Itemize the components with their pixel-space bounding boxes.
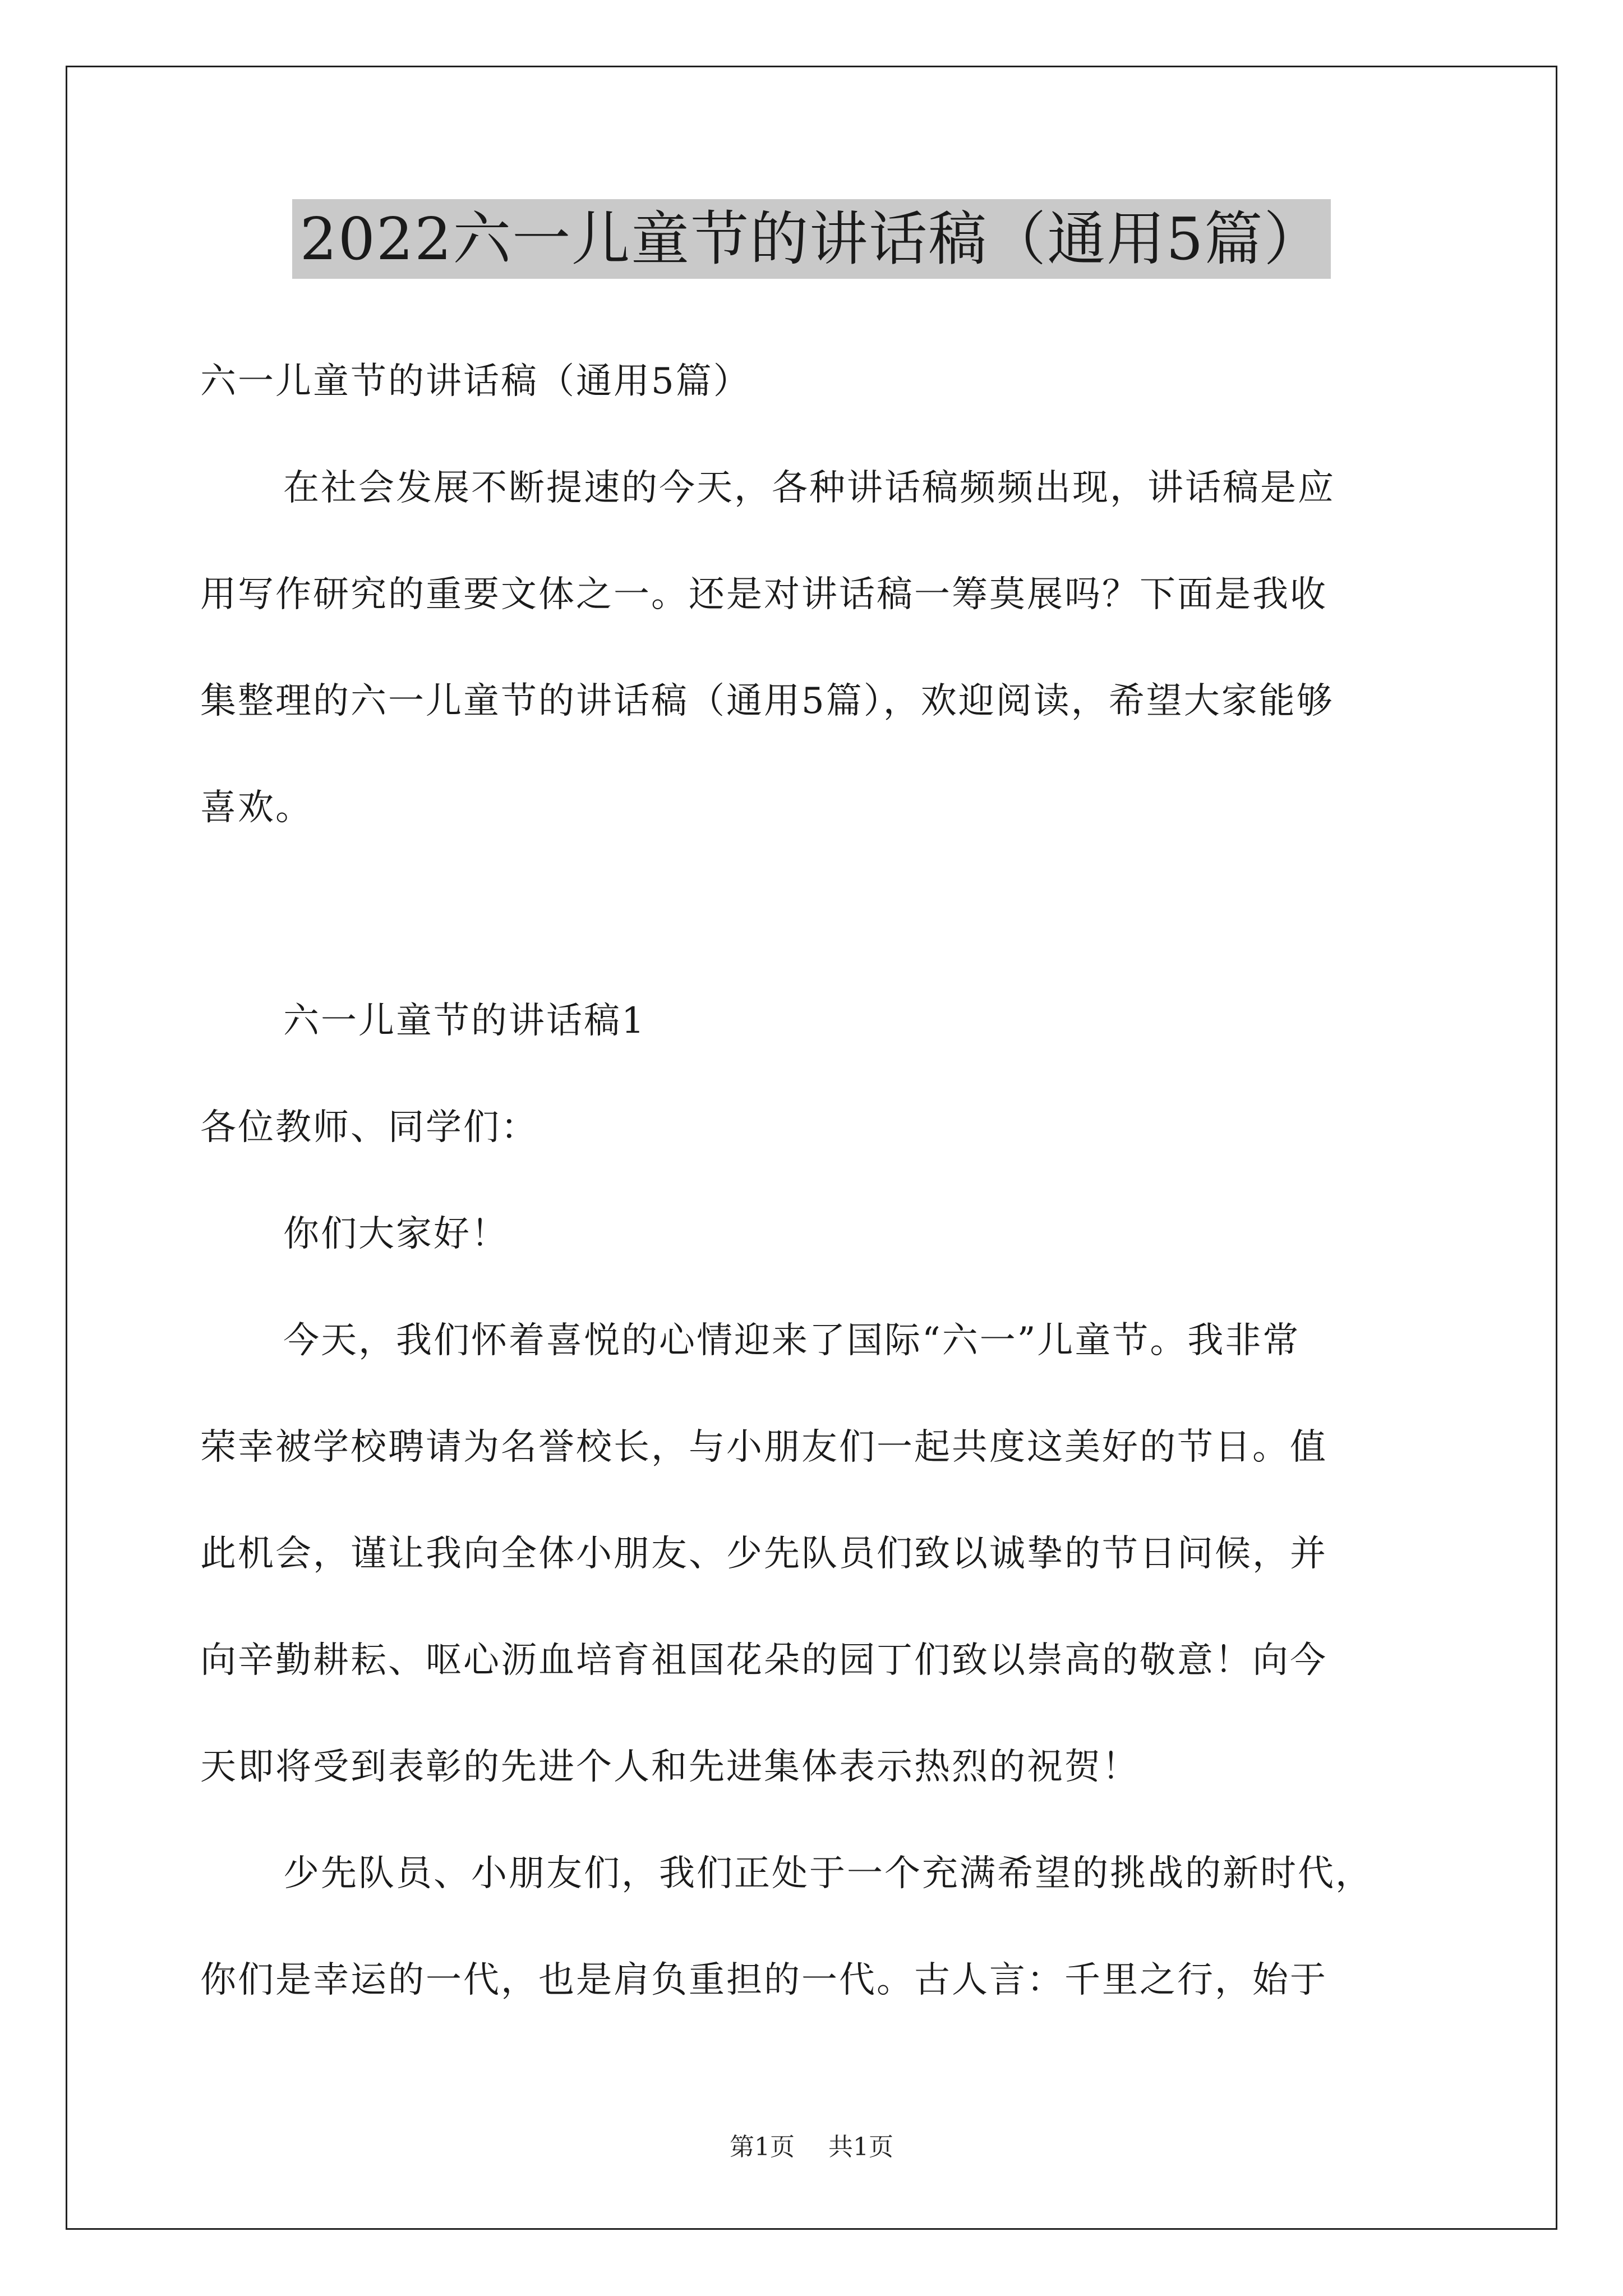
document-title: 2022六一儿童节的讲话稿（通用5篇） (292, 199, 1331, 279)
title-container (0, 199, 1623, 279)
paragraph-line: 向辛勤耕耘、呕心沥血培育祖国花朵的园丁们致以崇高的敬意！向今 (200, 1640, 1327, 1681)
paragraph-line: 此机会，谨让我向全体小朋友、少先队员们致以诚挚的节日问候，并 (200, 1533, 1327, 1575)
paragraph-line: 在社会发展不断提速的今天，各种讲话稿频频出现，讲话稿是应 (283, 467, 1335, 509)
paragraph-line: 你们是幸运的一代，也是肩负重担的一代。古人言：千里之行，始于 (200, 1959, 1327, 2001)
page-footer (0, 2132, 1623, 2163)
paragraph-line: 今天，我们怀着喜悦的心情迎来了国际“六一”儿童节。我非常 (283, 1320, 1301, 1361)
paragraph-line: 天即将受到表彰的先进个人和先进集体表示热烈的祝贺！ (200, 1746, 1140, 1788)
subtitle-line: 六一儿童节的讲话稿（通用5篇） (200, 361, 751, 402)
page-number: 第1页 (730, 2133, 795, 2161)
paragraph-line: 集整理的六一儿童节的讲话稿（通用5篇），欢迎阅读，希望大家能够 (200, 680, 1334, 722)
paragraph-line: 荣幸被学校聘请为名誉校长，与小朋友们一起共度这美好的节日。值 (200, 1427, 1327, 1468)
paragraph-line: 喜欢。 (200, 787, 313, 829)
salutation-line: 各位教师、同学们： (200, 1107, 538, 1148)
greeting-line: 你们大家好！ (283, 1213, 509, 1255)
paragraph-line: 用写作研究的重要文体之一。还是对讲话稿一筹莫展吗？下面是我收 (200, 574, 1327, 615)
section-heading: 六一儿童节的讲话稿1 (283, 1000, 646, 1042)
page-total: 共1页 (828, 2133, 893, 2161)
paragraph-line: 少先队员、小朋友们，我们正处于一个充满希望的挑战的新时代， (283, 1853, 1373, 1894)
